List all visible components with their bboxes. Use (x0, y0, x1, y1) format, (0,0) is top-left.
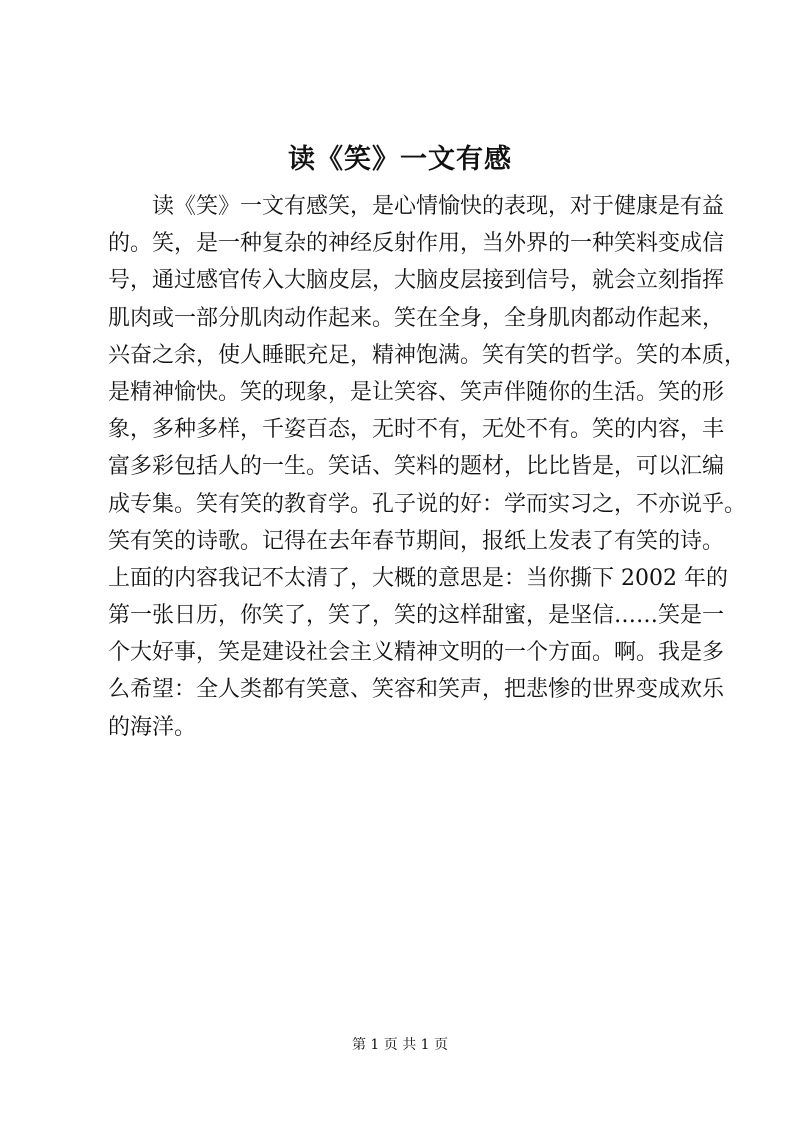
body-line: 笑有笑的诗歌。记得在去年春节期间，报纸上发表了有笑的诗。 (108, 528, 725, 554)
body-line: 兴奋之余，使人睡眠充足，精神饱满。笑有笑的哲学。笑的本质， (108, 342, 747, 368)
page-footer: 第 1 页 共 1 页 (351, 1037, 449, 1053)
body-line: 么希望：全人类都有笑意、笑容和笑声，把悲惨的世界变成欢乐 (108, 677, 725, 703)
body-line: 的海洋。 (108, 714, 197, 740)
body-line: 成专集。笑有笑的教育学。孔子说的好：学而实习之，不亦说乎。 (108, 491, 747, 517)
body-line: 个大好事，笑是建设社会主义精神文明的一个方面。啊。我是多 (108, 640, 725, 666)
body-line: 富多彩包括人的一生。笑话、笑料的题材，比比皆是，可以汇编 (108, 454, 725, 480)
body-line: 上面的内容我记不太清了，大概的意思是：当你撕下 2002 年的 (108, 565, 728, 591)
body-line: 肌肉或一部分肌肉动作起来。笑在全身，全身肌肉都动作起来， (108, 305, 725, 331)
body-line: 号，通过感官传入大脑皮层，大脑皮层接到信号，就会立刻指挥 (108, 268, 725, 294)
body-line: 第一张日历，你笑了，笑了，笑的这样甜蜜，是坚信……笑是一 (108, 603, 725, 629)
document-title: 读《笑》一文有感 (288, 144, 512, 175)
body-line: 的。笑，是一种复杂的神经反射作用，当外界的一种笑料变成信 (108, 231, 725, 257)
document-body (108, 188, 747, 746)
body-line: 象，多种多样，千姿百态，无时不有，无处不有。笑的内容，丰 (108, 417, 725, 443)
body-line: 是精神愉快。笑的现象，是让笑容、笑声伴随你的生活。笑的形 (108, 379, 725, 405)
body-line: 读《笑》一文有感笑，是心情愉快的表现，对于健康是有益 (152, 194, 725, 219)
